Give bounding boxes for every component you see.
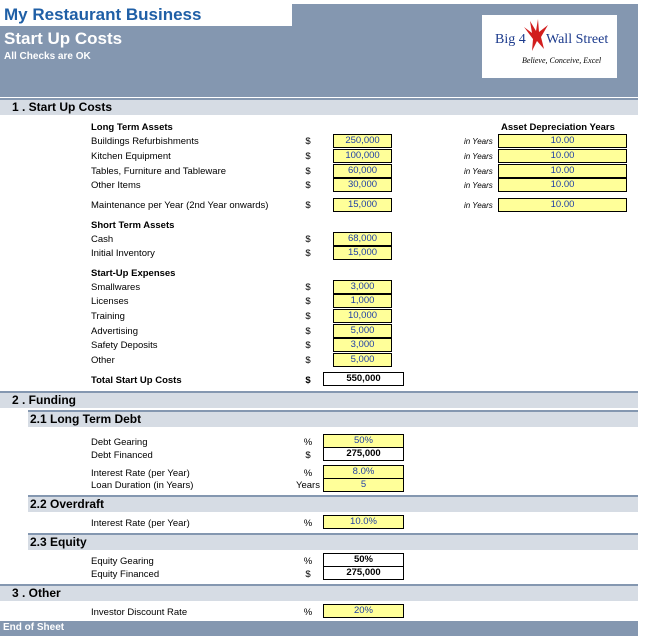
other-items-depreciation-input[interactable]: 10.00: [498, 178, 627, 192]
unit-label: $: [305, 326, 311, 337]
section-start-up-costs: 1 . Start Up Costs: [0, 98, 638, 115]
logo-tagline: Believe, Conceive, Excel: [522, 56, 602, 65]
subsection-overdraft: 2.2 Overdraft: [28, 495, 638, 512]
in-years-label: in Years: [464, 167, 493, 176]
tables-furniture-input[interactable]: 60,000: [333, 164, 392, 178]
equity-gearing-value: 50%: [323, 553, 404, 567]
row-label: Debt Financed: [91, 450, 153, 461]
row-label: Cash: [91, 234, 114, 245]
interest-rate-input[interactable]: 8.0%: [323, 465, 404, 479]
other-items-input[interactable]: 30,000: [333, 178, 392, 192]
maintenance-depreciation-input[interactable]: 10.00: [498, 198, 627, 212]
initial-inventory-input[interactable]: 15,000: [333, 246, 392, 260]
in-years-label: in Years: [464, 152, 493, 161]
cash-input[interactable]: 68,000: [333, 232, 392, 246]
row-label: Maintenance per Year (2nd Year onwards): [91, 200, 269, 211]
row-label: Training: [91, 311, 125, 322]
unit-label: $: [305, 450, 311, 461]
unit-label: %: [303, 556, 313, 567]
logo-text-right: Wall Street: [546, 32, 609, 47]
buildings-refurbishments-input[interactable]: 250,000: [333, 134, 392, 148]
row-label: Smallwares: [91, 282, 141, 293]
row-label: Equity Gearing: [91, 556, 154, 567]
start-up-expenses-heading: Start-Up Expenses: [91, 268, 176, 279]
tables-depreciation-input[interactable]: 10.00: [498, 164, 627, 178]
row-label: Equity Financed: [91, 569, 160, 580]
checks-status: All Checks are OK: [4, 51, 91, 62]
unit-label: $: [305, 296, 311, 307]
unit-label: $: [305, 569, 311, 580]
subsection-equity: 2.3 Equity: [28, 533, 638, 550]
debt-gearing-input[interactable]: 50%: [323, 434, 404, 448]
row-label: Licenses: [91, 296, 129, 307]
unit-label: $: [305, 166, 311, 177]
long-term-assets-heading: Long Term Assets: [91, 122, 173, 133]
in-years-label: in Years: [464, 201, 493, 210]
unit-label: $: [305, 200, 311, 211]
row-label: Investor Discount Rate: [91, 607, 188, 618]
unit-label: $: [305, 234, 311, 245]
safety-deposits-input[interactable]: 3,000: [333, 338, 392, 352]
in-years-label: in Years: [464, 181, 493, 190]
row-label: Debt Gearing: [91, 437, 148, 448]
unit-label: %: [303, 607, 313, 618]
page-title: My Restaurant Business: [4, 5, 202, 24]
total-label: Total Start Up Costs: [91, 375, 182, 386]
total-start-up-costs-value: 550,000: [323, 372, 404, 386]
logo-text-left: Big 4: [495, 32, 526, 47]
row-label: Buildings Refurbishments: [91, 136, 199, 147]
section-other: 3 . Other: [0, 584, 638, 601]
investor-discount-rate-input[interactable]: 20%: [323, 604, 404, 618]
end-of-sheet-bar: End of Sheet: [0, 621, 638, 636]
overdraft-interest-rate-input[interactable]: 10.0%: [323, 515, 404, 529]
unit-label: $: [305, 311, 311, 322]
unit-label: $: [305, 248, 311, 259]
row-label: Kitchen Equipment: [91, 151, 171, 162]
row-label: Interest Rate (per Year): [91, 468, 190, 479]
row-label: Loan Duration (in Years): [91, 480, 194, 491]
row-label: Other Items: [91, 180, 141, 191]
row-label: Tables, Furniture and Tableware: [91, 166, 227, 177]
equity-financed-value: 275,000: [323, 566, 404, 580]
row-label: Other: [91, 355, 115, 366]
debt-financed-value: 275,000: [323, 447, 404, 461]
licenses-input[interactable]: 1,000: [333, 294, 392, 308]
loan-duration-input[interactable]: 5: [323, 478, 404, 492]
unit-label: $: [305, 136, 311, 147]
training-input[interactable]: 10,000: [333, 309, 392, 323]
buildings-depreciation-input[interactable]: 10.00: [498, 134, 627, 148]
unit-label: $: [305, 355, 311, 366]
row-label: Initial Inventory: [91, 248, 155, 259]
unit-label: $: [305, 340, 311, 351]
unit-label: %: [303, 437, 313, 448]
kitchen-equipment-input[interactable]: 100,000: [333, 149, 392, 163]
unit-label: $: [305, 151, 311, 162]
unit-label: $: [305, 375, 311, 386]
company-logo: [482, 15, 617, 78]
row-label: Advertising: [91, 326, 138, 337]
other-expenses-input[interactable]: 5,000: [333, 353, 392, 367]
row-label: Interest Rate (per Year): [91, 518, 190, 529]
short-term-assets-heading: Short Term Assets: [91, 220, 175, 231]
unit-label: Years: [296, 480, 320, 491]
unit-label: %: [303, 518, 313, 529]
page-subtitle: Start Up Costs: [4, 29, 123, 48]
section-funding: 2 . Funding: [0, 391, 638, 408]
in-years-label: in Years: [464, 137, 493, 146]
subsection-long-term-debt: 2.1 Long Term Debt: [28, 410, 638, 427]
unit-label: $: [305, 180, 311, 191]
smallwares-input[interactable]: 3,000: [333, 280, 392, 294]
advertising-input[interactable]: 5,000: [333, 324, 392, 338]
kitchen-depreciation-input[interactable]: 10.00: [498, 149, 627, 163]
depreciation-heading: Asset Depreciation Years: [501, 122, 615, 133]
maintenance-input[interactable]: 15,000: [333, 198, 392, 212]
unit-label: $: [305, 282, 311, 293]
row-label: Safety Deposits: [91, 340, 158, 351]
unit-label: %: [303, 468, 313, 479]
